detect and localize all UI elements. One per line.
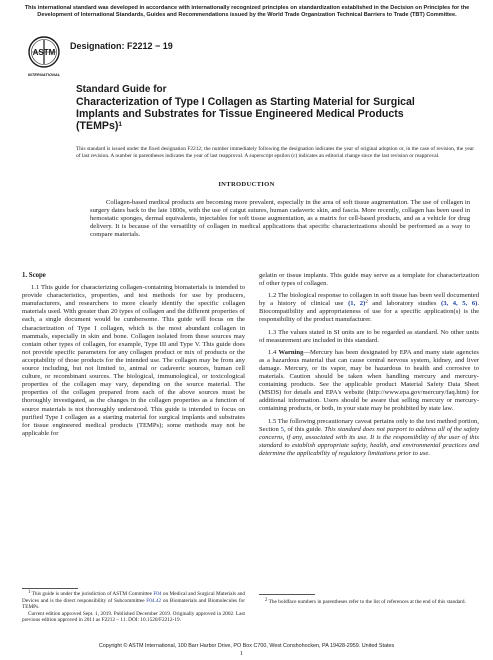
scope-heading: 1. Scope: [22, 272, 46, 279]
footnote-1: [22, 591, 245, 624]
astm-international-logo: [26, 35, 62, 87]
p1-2-text-b: and laboratory studies: [367, 300, 442, 308]
paragraph-1-1: 1.1 This guide for characterizing collagen-containing biomaterials is intended to provide characteristics, properties, and test methods for use by producers, manufacturers, and researchers to more clearly identify the specific collagen materials used. With greater than 20 types of collagen and the different properties of each, a single document would be cumbersome. This guide will focus on the characterization of Type I collagen, which is the most abundant collagen in mammals, especially in skin and bone. Collagen isolated from these sources may contain other types of collagen, for example, Type III and Type V. This guide does not provide specific parameters for any collagen product or mix of products or the acceptability of those products for the intended use. The collagen may be from any source including, but not limited to, animal or cadaveric sources, human cell culture, or recombinant sources. The biological, immunological, or toxicological properties of the collagen may vary, depending on the source material. The properties of the collagen prepared from each of the above sources must be thoroughly investigated, as the changes in the collagen properties as a function of source materials is not thoroughly understood. This guide is intended to focus on purified Type I collagen as a starting material for surgical implants and substrates for tissue engineered medical products (TEMPs); some methods may not be applicable for: [22, 284, 245, 437]
designation: Designation: F2212 − 19: [70, 41, 173, 51]
paragraph-1-1-continued: gelatin or tissue implants. This guide may serve as a template for characterization of other types of collagen.: [259, 272, 479, 288]
footnote-1-text-a: This guide is under the jurisdiction of ASTM Committee: [30, 591, 154, 597]
paragraph-1-4: [259, 349, 479, 414]
introduction-text: Collagen-based medical products are becoming more prevalent, especially in the area of soft tissue augmentation. The use of collagen in surgery dates back to the late 1800s, with the use of catgut sutures, human cadaveric skin, and fascia. More recently, collagen has been used in hemostatic sponges, dermal equivalents, injectables for soft tissue augmentation, as a matrix for cell-based products, and as a vehicle for drug delivery. It is because of the versatility of collagen in medical applications that specific characterizations should be performed as a way to compare materials.: [90, 199, 470, 239]
introduction-heading: INTRODUCTION: [218, 181, 275, 188]
p1-2-text-c: . Biocompatibility and appropriateness of use for a specific application(s) is the responsibility of the product manufacturer.: [259, 300, 479, 324]
document-type: Standard Guide for: [76, 84, 167, 95]
paragraph-1-5: [259, 418, 479, 458]
reference-link-3-6[interactable]: (3, 4, 5, 6): [441, 300, 478, 308]
footnote-1-marker: 1: [28, 590, 31, 595]
copyright-footer: Copyright © ASTM International, 100 Barr Harbor Drive, PO Box C700, West Conshohocken, PA 19428-2959. United States: [98, 643, 395, 649]
subcommittee-link[interactable]: F04.42: [146, 597, 162, 604]
footnote-rule-left: [22, 588, 78, 589]
p1-4-text: —Mercury has been designated by EPA and many state agencies as a hazardous material that can cause central nervous system, kidney, and liver damage. Mercury, or its vapor, may be hazardous to health and corrosive to materials. Caution should be taken when handling mercury and mercury-containing products. See the applicable product Material Safety Data Sheet (MSDS) for details and EPA's website (http://www.epa.gov/mercury/faq.htm) for additional information. Users should be aware that selling mercury or mercury-containing products, or both, in your state may be prohibited by state law.: [259, 348, 479, 413]
footnote-rule-right: [259, 594, 315, 595]
section-5-link[interactable]: 5: [280, 425, 284, 433]
warning-label: Warning: [278, 348, 304, 356]
p1-5-text-b: , of this guide.: [283, 425, 325, 433]
footnote-2-ref: 2: [265, 598, 268, 603]
page-number: 1: [240, 651, 243, 657]
title-block: [76, 84, 436, 132]
p1-2-text-a: 1.2 The biological response to collagen in soft tissue has been well documented by a history of clinical use: [259, 292, 479, 308]
footnote-1-edition: Current edition approved Sept. 1, 2019. Published December 2019. Originally approved in 2002. Last previous edition approved in 2011 as F2212 – 11. DOI: 10.1520/F2212-19.: [22, 610, 245, 624]
safety-caveat: This standard does not purport to address all of the safety concerns, if any, associated with its use. It is the responsibility of the user of this standard to establish appropriate safety, health, and environmental practices and determine the applicability of regulatory limitations prior to use.: [259, 425, 480, 457]
paragraph-1-3: 1.3 The values stated in SI units are to be regarded as standard. No other units of measurement are included in this standard.: [259, 328, 479, 344]
paragraph-1-2: [259, 292, 479, 324]
footnote-2: [259, 599, 479, 606]
p1-4-number: 1.4: [268, 348, 279, 356]
issuance-notice: This standard is issued under the fixed designation F2212; the number immediately following the designation indicates the year of original adoption or, in the case of revision, the year of last revision. A number in parentheses indicates the year of last reapproval. A superscript epsilon (ε) indicates an editorial change since the last revision or reapproval.: [76, 146, 474, 159]
title-footnote-marker[interactable]: 1: [118, 121, 122, 128]
footnote-2-marker[interactable]: 2: [365, 300, 368, 306]
left-column: [22, 272, 245, 442]
p1-5-text-a: 1.5 The following precautionary caveat pertains only to the test method portion, Section: [259, 417, 479, 433]
logo-text-bottom: INTERNATIONAL: [27, 72, 61, 77]
footnote-2-text: The boldface numbers in parentheses refer to the list of references at the end of this standard.: [267, 599, 466, 605]
right-column: [259, 272, 479, 462]
footnote-1-text-b: on Medical and Surgical Materials and Devices and is the direct responsibility of Subcommittee: [22, 591, 246, 604]
wto-principles-banner: This international standard was developed in accordance with internationally recognized principles on standardization established in the Decision on Principles for the Development of International Standards, Guides and Recommendations issued by the World Trade Organization Technical Barriers to Trade (TBT) Committee.: [24, 5, 470, 18]
footnote-1-text-c: on Biomaterials and Biomolecules for TEMPs.: [22, 597, 246, 611]
reference-link-1-2[interactable]: (1, 2): [348, 300, 366, 308]
logo-text-top: ASTM: [32, 48, 56, 57]
title-text: Characterization of Type I Collagen as Starting Material for Surgical Implants and Substrates for Tissue Engineered Medical Products (TEMPs): [76, 96, 415, 132]
committee-link[interactable]: F04: [153, 591, 162, 597]
document-title: [76, 96, 436, 132]
